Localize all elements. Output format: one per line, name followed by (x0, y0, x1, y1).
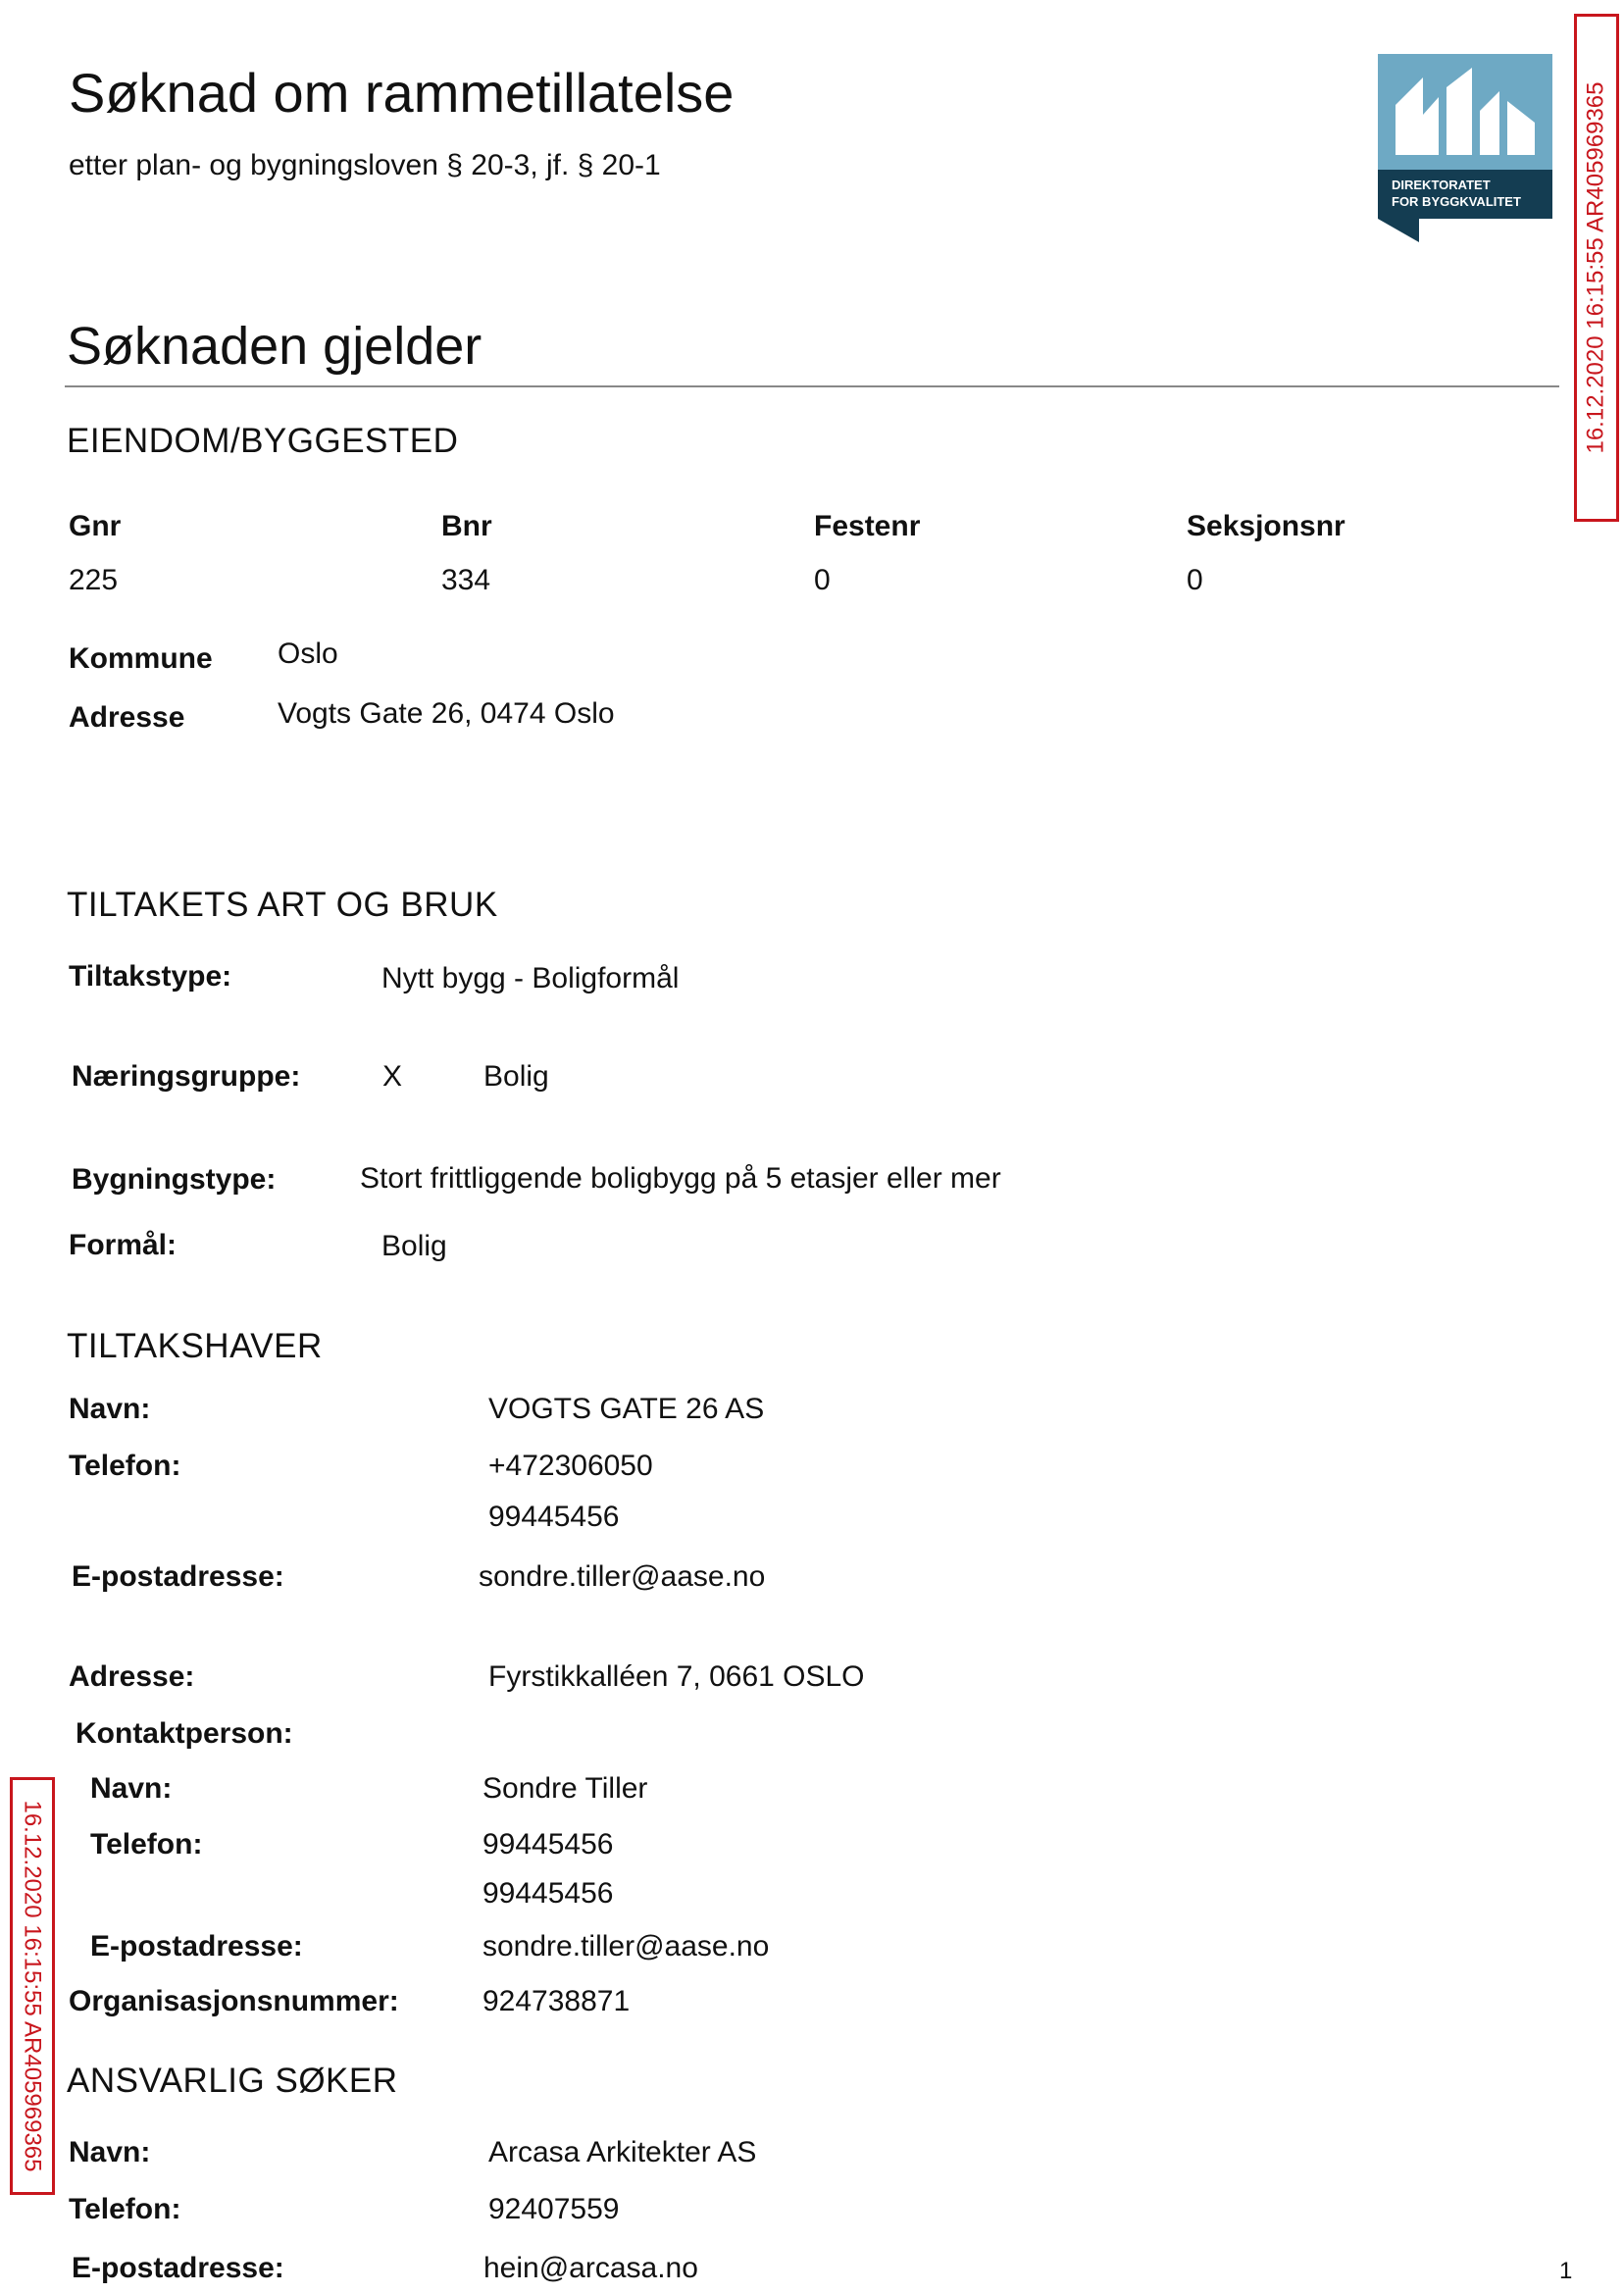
festenr-value: 0 (814, 564, 831, 596)
eiendom-heading: EIENDOM/BYGGESTED (67, 422, 459, 460)
tiltakshaver-navn-label: Navn: (69, 1393, 151, 1425)
tiltakshaver-telefon2-value: 99445456 (488, 1501, 620, 1533)
tiltakstype-label: Tiltakstype: (69, 960, 232, 993)
gnr-value: 225 (69, 564, 119, 596)
tiltakshaver-telefon1-value: +472306050 (488, 1450, 653, 1482)
logo-text-line1: DIREKTORATET (1392, 178, 1491, 192)
kontaktperson-label: Kontaktperson: (76, 1717, 293, 1750)
adresse-label: Adresse (69, 701, 185, 734)
ansvarlig-epost-label: E-postadresse: (72, 2252, 284, 2284)
receipt-stamp-side (10, 1777, 55, 2195)
ansvarlig-heading: ANSVARLIG SØKER (67, 2062, 398, 2100)
kontakt-telefon1-value: 99445456 (482, 1828, 614, 1861)
document-subtitle: etter plan- og bygningsloven § 20-3, jf. § 20-1 (69, 149, 661, 181)
kontakt-epost-value: sondre.tiller@aase.no (482, 1930, 770, 1963)
tiltakshaver-heading: TILTAKSHAVER (67, 1327, 323, 1365)
formal-label: Formål: (69, 1229, 178, 1261)
receipt-stamp-side-text: 16.12.2020 16:15:55 AR405969365 (20, 1800, 46, 2172)
ansvarlig-navn-value: Arcasa Arkitekter AS (488, 2136, 757, 2168)
kontakt-telefon2-value: 99445456 (482, 1877, 614, 1910)
seksjonsnr-value: 0 (1187, 564, 1203, 596)
logo-text-line2: FOR BYGGKVALITET (1392, 194, 1521, 209)
adresse-value: Vogts Gate 26, 0474 Oslo (278, 697, 615, 730)
ansvarlig-telefon-label: Telefon: (69, 2193, 181, 2225)
section-title: Søknaden gjelder (67, 317, 482, 376)
ansvarlig-epost-value: hein@arcasa.no (483, 2252, 698, 2284)
tiltakstype-value: Nytt bygg - Boligformål (381, 962, 680, 994)
kontakt-telefon-label: Telefon: (90, 1828, 203, 1861)
gnr-label: Gnr (69, 510, 122, 542)
seksjonsnr-label: Seksjonsnr (1187, 510, 1345, 542)
receipt-stamp-top (1574, 14, 1619, 522)
tiltakshaver-telefon-label: Telefon: (69, 1450, 181, 1482)
bygningstype-label: Bygningstype: (72, 1163, 277, 1196)
naeringsgruppe-label: Næringsgruppe: (72, 1060, 301, 1093)
orgnr-label: Organisasjonsnummer: (69, 1985, 399, 2017)
kommune-label: Kommune (69, 642, 213, 675)
ansvarlig-telefon-value: 92407559 (488, 2193, 620, 2225)
tiltakshaver-epost-value: sondre.tiller@aase.no (479, 1560, 766, 1593)
bnr-value: 334 (441, 564, 491, 596)
document-title: Søknad om rammetillatelse (69, 62, 735, 124)
tiltakshaver-adresse-label: Adresse: (69, 1660, 195, 1693)
kontakt-navn-value: Sondre Tiller (482, 1772, 648, 1805)
formal-value: Bolig (381, 1230, 447, 1262)
section-divider (65, 385, 1559, 387)
orgnr-value: 924738871 (482, 1985, 631, 2017)
naeringsgruppe-code: X (382, 1060, 403, 1093)
dibk-logo-mark (1378, 54, 1552, 242)
receipt-stamp-top-text: 16.12.2020 16:15:55 AR405969365 (1583, 81, 1609, 454)
dibk-logo (1378, 54, 1552, 242)
bnr-label: Bnr (441, 510, 492, 542)
bygningstype-value: Stort frittliggende boligbygg på 5 etasjer eller mer (360, 1162, 1001, 1195)
tiltak-heading: TILTAKETS ART OG BRUK (67, 886, 498, 924)
kommune-value: Oslo (278, 637, 338, 670)
ansvarlig-navn-label: Navn: (69, 2136, 151, 2168)
kontakt-navn-label: Navn: (90, 1772, 173, 1805)
naeringsgruppe-value: Bolig (483, 1060, 549, 1093)
kontakt-epost-label: E-postadresse: (90, 1930, 303, 1963)
tiltakshaver-adresse-value: Fyrstikkalléen 7, 0661 OSLO (488, 1660, 865, 1693)
tiltakshaver-epost-label: E-postadresse: (72, 1560, 284, 1593)
festenr-label: Festenr (814, 510, 921, 542)
page-number: 1 (1559, 2258, 1573, 2284)
tiltakshaver-navn-value: VOGTS GATE 26 AS (488, 1393, 765, 1425)
